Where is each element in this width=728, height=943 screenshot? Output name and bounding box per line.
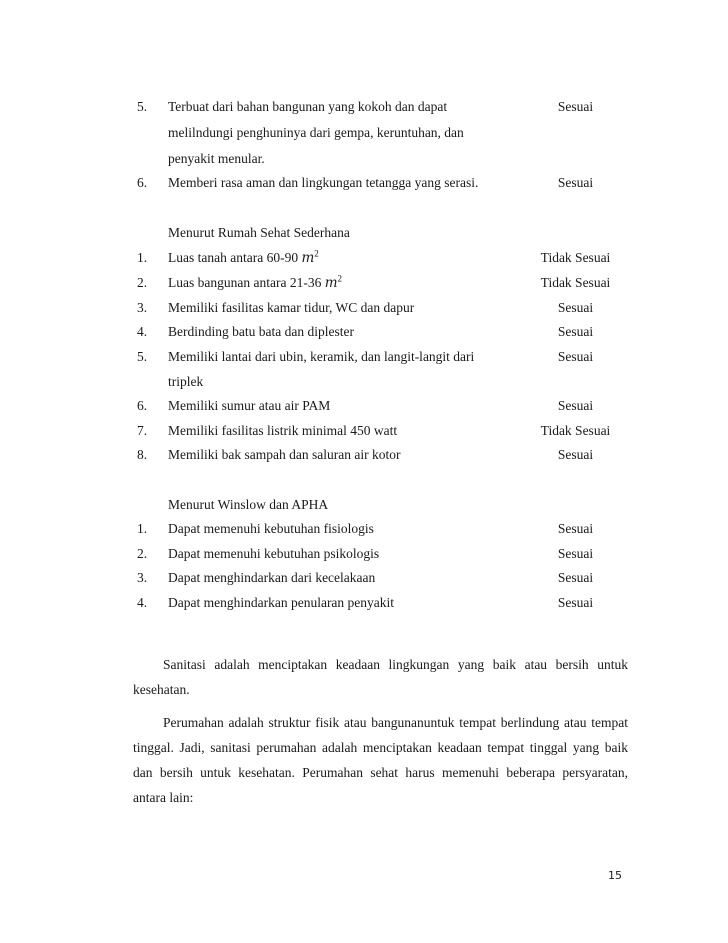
list-item — [0, 299, 728, 317]
item-text: Memiliki bak sampah dan saluran air kotor — [168, 447, 401, 462]
item-text-part: Luas tanah antara 60-90 — [168, 250, 302, 265]
list-item — [0, 323, 728, 341]
item-text: penyakit menular. — [168, 151, 265, 166]
section-heading: Menurut Winslow dan APHA — [168, 497, 329, 512]
item-status: Sesuai — [557, 447, 594, 462]
item-status: Sesuai — [557, 300, 594, 315]
page-number: 15 — [608, 869, 622, 882]
item-status: Sesuai — [557, 595, 594, 610]
item-number: 7. — [137, 423, 148, 438]
item-number: 2. — [137, 546, 148, 561]
item-status: Sesuai — [557, 521, 594, 536]
list-item — [0, 249, 728, 267]
item-status: Sesuai — [557, 175, 594, 190]
item-number: 4. — [137, 595, 148, 610]
item-text — [168, 274, 342, 292]
item-status: Sesuai — [557, 570, 594, 585]
list-item — [0, 98, 728, 116]
item-number: 3. — [137, 570, 148, 585]
section-heading: Menurut Rumah Sehat Sederhana — [168, 225, 350, 240]
list-item — [0, 422, 728, 440]
item-text-part: Luas bangunan antara 21-36 — [168, 275, 325, 290]
item-text: Memiliki fasilitas kamar tidur, WC dan dapur — [168, 300, 415, 315]
item-status: Tidak Sesuai — [540, 275, 611, 290]
item-status: Sesuai — [557, 324, 594, 339]
item-number: 1. — [137, 521, 148, 536]
item-text: triplek — [168, 374, 204, 389]
list-item — [0, 348, 728, 366]
item-status: Sesuai — [557, 349, 594, 364]
item-text: Memiliki lantai dari ubin, keramik, dan langit-langit dari — [168, 349, 475, 364]
item-status: Sesuai — [557, 99, 594, 114]
item-text: Terbuat dari bahan bangunan yang kokoh dan dapat — [168, 99, 448, 114]
item-status: Tidak Sesuai — [540, 423, 611, 438]
body-paragraph — [133, 710, 628, 810]
item-text: Dapat menghindarkan penularan penyakit — [168, 595, 395, 610]
item-number: 5. — [137, 99, 148, 114]
item-number: 6. — [137, 175, 148, 190]
item-text: Memberi rasa aman dan lingkungan tetangga yang serasi. — [168, 175, 479, 190]
item-text: Memiliki fasilitas listrik minimal 450 watt — [168, 423, 398, 438]
item-text: Memiliki sumur atau air PAM — [168, 398, 331, 413]
list-item — [0, 520, 728, 538]
item-number: 6. — [137, 398, 148, 413]
list-item-continuation — [0, 373, 728, 391]
item-text: melilndungi penghuninya dari gempa, keruntuhan, dan — [168, 125, 464, 140]
math-variable: m — [301, 250, 315, 266]
list-item — [0, 569, 728, 587]
list-item — [0, 274, 728, 292]
list-item — [0, 446, 728, 464]
paragraph-text: Sanitasi adalah menciptakan keadaan lingkungan yang baik atau bersih untuk kesehatan. — [133, 657, 628, 697]
item-number: 4. — [137, 324, 148, 339]
list-item — [0, 594, 728, 612]
item-text: Berdinding batu bata dan diplester — [168, 324, 354, 339]
paragraph-text: Perumahan adalah struktur fisik atau bangunanuntuk tempat berlindung atau tempat tinggal. Jadi, sanitasi perumahan adalah menciptakan keadaan tempat tinggal yang baik dan bersih untuk kesehatan. Perumahan sehat harus memenuhi beberapa persyaratan, antara lain: — [133, 715, 628, 805]
list-item-continuation — [0, 150, 728, 168]
list-item — [0, 397, 728, 415]
item-text: Dapat memenuhi kebutuhan psikologis — [168, 546, 380, 561]
item-number: 8. — [137, 447, 148, 462]
math-exponent: 2 — [337, 273, 343, 284]
list-item-continuation — [0, 124, 728, 142]
item-status: Sesuai — [557, 398, 594, 413]
item-text: Dapat menghindarkan dari kecelakaan — [168, 570, 376, 585]
item-text: Dapat memenuhi kebutuhan fisiologis — [168, 521, 374, 536]
math-variable: m — [324, 275, 338, 291]
item-status: Tidak Sesuai — [540, 250, 611, 265]
math-exponent: 2 — [314, 248, 319, 259]
item-number: 5. — [137, 349, 148, 364]
list-item — [0, 545, 728, 563]
item-number: 3. — [137, 300, 148, 315]
item-status: Sesuai — [557, 546, 594, 561]
item-number: 1. — [137, 250, 148, 265]
item-number: 2. — [137, 275, 148, 290]
body-paragraph — [133, 652, 628, 702]
item-text — [168, 249, 319, 267]
list-item — [0, 174, 728, 192]
